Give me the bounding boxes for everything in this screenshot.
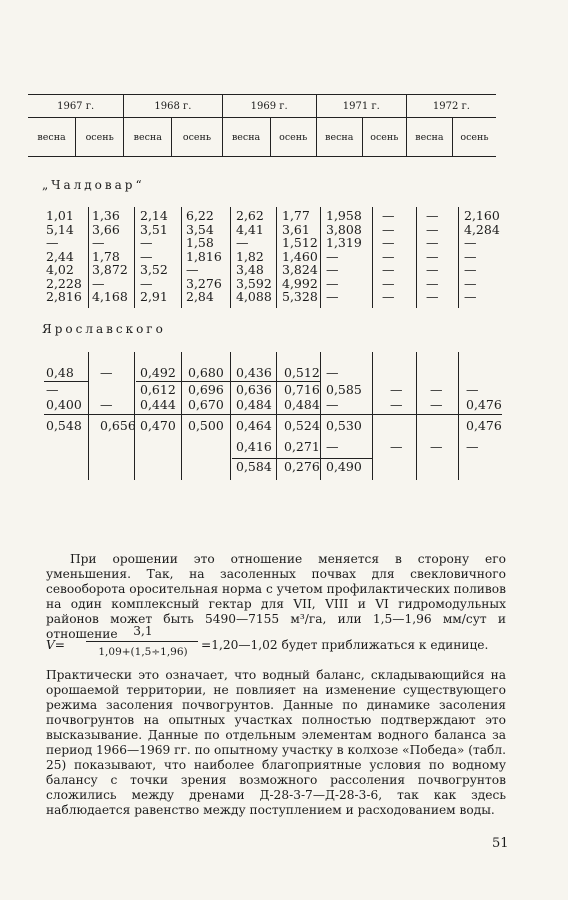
section-title-yaroslavskogo: Ярославского <box>42 322 166 336</box>
table-cell: 0,512 <box>284 365 320 380</box>
season-cell: весна <box>316 118 362 157</box>
table-cell: — <box>464 275 477 291</box>
table-cell: 0,476 <box>466 397 502 412</box>
table-cell: 1,319 <box>326 235 362 250</box>
table-cell: — <box>426 262 439 277</box>
column-divider <box>372 352 373 480</box>
year-row <box>28 95 496 118</box>
table-cell: 4,992 <box>282 275 318 291</box>
table-cell: — <box>100 365 113 380</box>
table-cell: — <box>140 235 153 250</box>
table-cell: — <box>390 397 403 412</box>
table-cell: 4,168 <box>92 289 128 304</box>
table-cell: 0,490 <box>326 459 362 474</box>
table-cell: — <box>426 248 439 264</box>
year-1969: 1969 г. <box>222 95 316 118</box>
paragraph-2 <box>46 668 506 818</box>
table-cell: 2,44 <box>46 248 74 264</box>
table-cell: — <box>46 382 59 397</box>
table-header <box>28 94 496 157</box>
table-cell: — <box>464 262 477 277</box>
table-cell: 1,01 <box>46 208 74 223</box>
season-cell: весна <box>406 118 452 157</box>
table-cell: 2,816 <box>46 289 82 304</box>
table-cell: 1,78 <box>92 248 120 264</box>
table-cell: — <box>236 235 249 250</box>
table-cell: 0,436 <box>236 365 272 380</box>
table-cell: 1,36 <box>92 208 120 223</box>
column-divider <box>458 352 459 480</box>
table-cell: 0,656 <box>100 418 136 433</box>
table-cell: 0,612 <box>140 382 176 397</box>
table-cell: — <box>464 235 477 250</box>
table-cell: — <box>464 248 477 264</box>
table-cell: — <box>426 275 439 291</box>
column-divider <box>134 352 135 480</box>
table-cell: 0,548 <box>46 418 82 433</box>
paragraph-2-text: Практически это означает, что водный баланс, складывающийся на орошаемой территории, не повлияет на изменение существующего режима засоления почвогрунтов. Данные по динамике засоления почвогрунтов на опытных участках полностью подтверждают это высказывание. Данные по отдельным элементам водного баланса за период 1966—1969 гг. по опытному участку в колхозе «Победа» (табл. 25) показывают, что наиболее благоприятные условия по водному балансу с точки зрения возможного рассоления почвогрунтов сложились между дренами Д-28-3-7—Д-28-3-6, так как здесь наблюдается равенство между поступлением и расходованием воды. <box>46 668 506 817</box>
table-cell: 2,160 <box>464 208 500 223</box>
table-cell: 0,476 <box>466 418 502 433</box>
table-cell: 0,636 <box>236 382 272 397</box>
formula-rhs: =1,20—1,02 будет приближаться к единице. <box>201 638 489 652</box>
table-cell: — <box>326 275 339 291</box>
table-cell: 2,91 <box>140 289 168 304</box>
formula <box>46 624 516 664</box>
table-cell: — <box>140 248 153 264</box>
table-cell: 0,716 <box>284 382 320 397</box>
table-cell: 0,470 <box>140 418 176 433</box>
table-cell: 0,464 <box>236 418 272 433</box>
table-cell: — <box>426 289 439 304</box>
table-cell: 1,58 <box>186 235 214 250</box>
table-cell: 1,958 <box>326 208 362 223</box>
season-cell: весна <box>222 118 270 157</box>
table-cell: 0,670 <box>188 397 224 412</box>
table-cell: 0,500 <box>188 418 224 433</box>
fraction-bar <box>86 641 198 642</box>
table-cell: — <box>382 208 395 223</box>
table-cell: — <box>382 235 395 250</box>
table-cell: 1,77 <box>282 208 310 223</box>
table-cell: 5,14 <box>46 221 74 237</box>
table-cell: 4,41 <box>236 221 264 237</box>
table-cell: 2,228 <box>46 275 82 291</box>
table-cell: — <box>464 289 477 304</box>
table-cell: 2,14 <box>140 208 168 223</box>
table-cell: 3,872 <box>92 262 128 277</box>
table-cell: 0,276 <box>284 459 320 474</box>
table-cell: 3,54 <box>186 221 214 237</box>
table-cell: 0,48 <box>46 365 74 380</box>
column-divider <box>372 207 373 308</box>
column-divider <box>230 207 231 308</box>
column-divider <box>276 207 277 308</box>
table-cell: — <box>326 365 339 380</box>
table-cell: 1,82 <box>236 248 264 264</box>
table-cell: — <box>326 439 339 454</box>
column-divider <box>88 207 89 308</box>
table-cell: — <box>92 235 105 250</box>
table-cell: — <box>326 397 339 412</box>
table-cell: 5,328 <box>282 289 318 304</box>
table-cell: 3,48 <box>236 262 264 277</box>
table-cell: 3,51 <box>140 221 168 237</box>
table-cell: 0,484 <box>236 397 272 412</box>
table-cell: — <box>430 439 443 454</box>
table-cell: — <box>430 382 443 397</box>
table-cell: — <box>382 248 395 264</box>
column-divider <box>276 352 277 480</box>
table-cell: — <box>140 275 153 291</box>
formula-numerator: 3,1 <box>133 624 153 638</box>
year-1972: 1972 г. <box>406 95 496 118</box>
table-cell: — <box>466 382 479 397</box>
page-number: 51 <box>492 836 509 851</box>
table-cell: 0,416 <box>236 439 272 454</box>
table-cell: 2,62 <box>236 208 264 223</box>
table-cell: 0,524 <box>284 418 320 433</box>
column-divider <box>88 352 89 480</box>
table-cell: 3,66 <box>92 221 120 237</box>
table-cell: — <box>382 289 395 304</box>
table-cell: — <box>426 208 439 223</box>
season-cell: весна <box>124 118 172 157</box>
table-cell: 0,271 <box>284 439 320 454</box>
formula-denominator: 1,09+(1,5÷1,96) <box>98 646 188 658</box>
table-cell: — <box>430 397 443 412</box>
column-divider <box>458 207 459 308</box>
row-divider <box>458 414 502 415</box>
table-cell: 1,460 <box>282 248 318 264</box>
table-cell: 0,696 <box>188 382 224 397</box>
table-cell: 0,484 <box>284 397 320 412</box>
table-cell: 3,52 <box>140 262 168 277</box>
row-divider <box>44 414 458 415</box>
column-divider <box>181 352 182 480</box>
table-cell: 0,400 <box>46 397 82 412</box>
season-cell: осень <box>270 118 316 157</box>
table-cell: 4,02 <box>46 262 74 277</box>
table-cell: — <box>382 221 395 237</box>
section-title-chaldovar: „Чалдовар“ <box>42 178 145 192</box>
table-cell: 0,680 <box>188 365 224 380</box>
season-cell: осень <box>172 118 222 157</box>
table-cell: 3,61 <box>282 221 310 237</box>
season-cell: осень <box>76 118 124 157</box>
table-cell: 4,284 <box>464 221 500 237</box>
season-cell: весна <box>28 118 76 157</box>
table-cell: — <box>390 439 403 454</box>
column-divider <box>320 207 321 308</box>
table-cell: 3,592 <box>236 275 272 291</box>
table-cell: — <box>326 262 339 277</box>
year-1971: 1971 г. <box>316 95 406 118</box>
column-divider <box>416 352 417 480</box>
table-cell: — <box>466 439 479 454</box>
table-cell: — <box>92 275 105 291</box>
table-cell: — <box>326 289 339 304</box>
season-cell: осень <box>362 118 406 157</box>
table-cell: — <box>390 382 403 397</box>
table-cell: — <box>382 262 395 277</box>
table-cell: 0,492 <box>140 365 176 380</box>
column-divider <box>181 207 182 308</box>
formula-lhs: V= <box>46 638 66 652</box>
column-divider <box>230 352 231 480</box>
table-cell: 3,824 <box>282 262 318 277</box>
year-1968: 1968 г. <box>124 95 222 118</box>
column-divider <box>416 207 417 308</box>
season-row <box>28 118 496 157</box>
table-cell: — <box>100 397 113 412</box>
table-cell: — <box>186 262 199 277</box>
table-cell: 0,444 <box>140 397 176 412</box>
season-cell: осень <box>452 118 496 157</box>
column-divider <box>134 207 135 308</box>
table-cell: 0,585 <box>326 382 362 397</box>
paragraph-1-text: При орошении это отношение меняется в сторону его уменьшения. Так, на засоленных почвах для свекловичного севооборота оросительная норма с учетом профилактических поливов на один комплексный гектар для VII, VIII и VI гидромодульных районов может быть 5490—7155 м³/га, или 1,5—1,96 мм/сут и отношение <box>46 552 506 641</box>
table-cell: — <box>382 275 395 291</box>
table-cell: — <box>326 248 339 264</box>
table-cell: 1,512 <box>282 235 318 250</box>
table-cell: 6,22 <box>186 208 214 223</box>
table-cell: — <box>46 235 59 250</box>
table-cell: 3,276 <box>186 275 222 291</box>
year-1967: 1967 г. <box>28 95 124 118</box>
table-cell: — <box>426 235 439 250</box>
table-cell: 3,808 <box>326 221 362 237</box>
table-cell: 0,530 <box>326 418 362 433</box>
table-cell: 0,584 <box>236 459 272 474</box>
table-cell: 1,816 <box>186 248 222 264</box>
table-cell: 4,088 <box>236 289 272 304</box>
table-cell: 2,84 <box>186 289 214 304</box>
column-divider <box>320 352 321 480</box>
table-cell: — <box>426 221 439 237</box>
